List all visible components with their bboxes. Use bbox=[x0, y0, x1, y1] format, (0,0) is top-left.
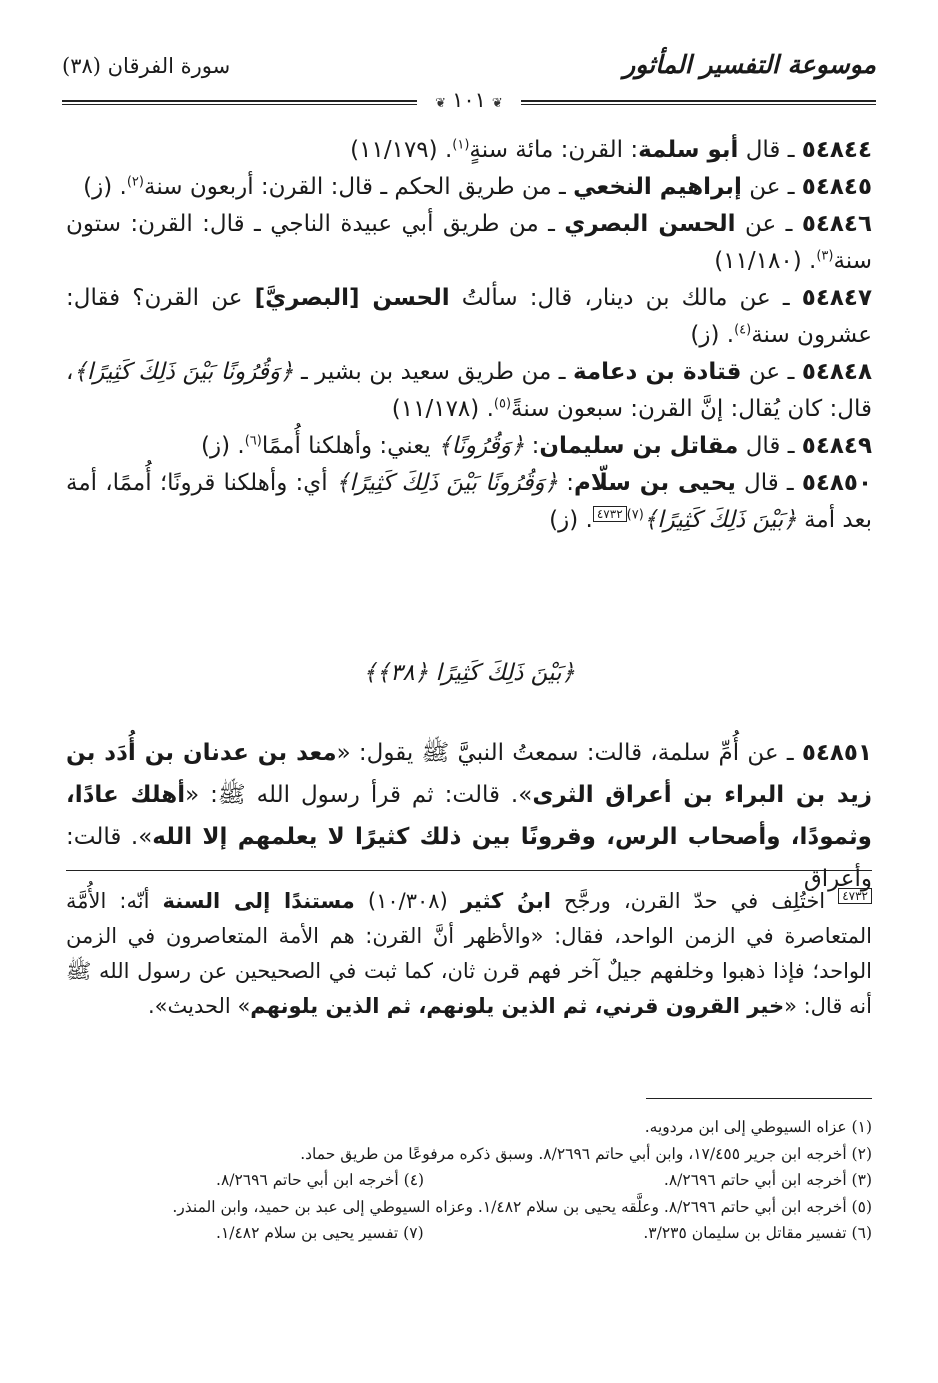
footnote-7: (٧) تفسير يحيى بن سلام ١/٤٨٢. bbox=[216, 1224, 424, 1242]
entry-number: ٥٤٨٥٠ bbox=[801, 470, 873, 496]
entry-number: ٥٤٨٤٥ bbox=[801, 174, 872, 200]
hadith-text: أهلك عادًا، وثمودًا، وأصحاب الرس، وقرونًا بين ذلك كثيرًا لا يعلمهم إلا الله bbox=[66, 782, 872, 850]
entry-number: ٥٤٨٤٩ bbox=[801, 433, 872, 459]
entry-number: ٥٤٨٤٦ bbox=[801, 211, 873, 237]
narrator-name: إبراهيم النخعي bbox=[573, 174, 742, 200]
ornament-icon: ❦ bbox=[435, 96, 447, 111]
footnote-2: (٢) أخرجه ابن جرير ١٧/٤٥٥، وابن أبي حاتم ٨/٢٦٩٦. وسبق ذكره مرفوعًا من طريق حماد. bbox=[300, 1144, 872, 1163]
quran-quote: ﴿وَقُرُونًا بَيْنَ ذَلِكَ كَثِيرًا﴾ bbox=[73, 359, 294, 385]
footnote-ref[interactable]: (٢) bbox=[126, 174, 144, 190]
footnote-ref[interactable]: (٣) bbox=[816, 248, 834, 264]
footnote-5: (٥) أخرجه ابن أبي حاتم ٨/٢٦٩٦. وعلَّقه يحيى بن سلام ١/٤٨٢. وعزاه السيوطي إلى عبد بن حميد، وابن المنذر. bbox=[172, 1197, 872, 1216]
narrator-name: الحسن [البصريَّ] bbox=[254, 285, 450, 311]
footnote-6: (٦) تفسير مقاتل بن سليمان ٣/٢٣٥. bbox=[643, 1224, 872, 1242]
footnote-1: (١) عزاه السيوطي إلى ابن مردويه. bbox=[644, 1118, 872, 1136]
hadith-text: معد بن عدنان بن أُدَد بن زيد بن البراء بن أعراق الثرى bbox=[66, 740, 872, 808]
narrator-name: يحيى بن سلّام bbox=[573, 470, 736, 496]
ornament-icon: ❦ bbox=[491, 96, 503, 111]
entry-54850: ٥٤٨٥٠ ـ قال يحيى بن سلّام: ﴿وَقُرُونًا بَيْنَ ذَلِكَ كَثِيرًا﴾ أي: وأهلكنا قرونًا؛ أُممًا، أمة بعد أمة ﴿بَيْنَ ذَلِكَ كَثِيرًا﴾$^{(٧)}$٤٧٣٢. (ز) bbox=[66, 470, 873, 533]
entry-54845: ٥٤٨٤٥ ـ عن إبراهيم النخعي ـ من طريق الحكم ـ قال: القرن: أربعون سنة$^{(٢)}$. (ز) bbox=[83, 174, 872, 200]
scholar-name: ابنُ كثير bbox=[460, 889, 551, 913]
footnote-ref[interactable]: (٥) bbox=[493, 396, 512, 412]
narrator-name: مقاتل بن سليمان bbox=[539, 433, 739, 459]
footnote-ref[interactable]: (١) bbox=[452, 137, 470, 153]
narrator-name: قتادة بن دعامة bbox=[572, 359, 742, 385]
entry-54844: ٥٤٨٤٤ ـ قال أبو سلمة: القرن: مائة سنةٍ$^{(١)}$. (١١/١٧٩) bbox=[350, 137, 872, 163]
entry-number: ٥٤٨٤٧ bbox=[801, 285, 872, 311]
hadith-text: خير القرون قرني، ثم الذين يلونهم، ثم الذين يلونهم bbox=[250, 994, 785, 1018]
footnote-ref[interactable]: (٤) bbox=[734, 322, 752, 338]
verse-heading: ﴿بَيْنَ ذَلِكَ كَثِيرًا ﴿٣٨﴾﴾ bbox=[363, 660, 575, 686]
entry-54847: ٥٤٨٤٧ ـ عن مالك بن دينار، قال: سألتُ الحسن [البصريَّ] عن القرن؟ فقال: عشرون سنة$^{(٤)}$. (ز) bbox=[66, 285, 872, 348]
quran-quote: ﴿وَقُرُونًا بَيْنَ ذَلِكَ كَثِيرًا﴾ bbox=[335, 470, 559, 496]
footnote-3: (٣) أخرجه ابن أبي حاتم ٨/٢٦٩٦. bbox=[663, 1171, 872, 1189]
entry-number: ٥٤٨٤٤ bbox=[801, 137, 872, 163]
entry-54846: ٥٤٨٤٦ ـ عن الحسن البصري ـ من طريق أبي عبيدة الناجي ـ قال: القرن: ستون سنة$^{(٣)}$. (١١/١٨٠) bbox=[66, 211, 873, 274]
commentary-number-box: ٤٧٣٢ bbox=[838, 888, 872, 904]
divider-rule bbox=[66, 870, 872, 871]
entry-number: ٥٤٨٥١ bbox=[801, 740, 873, 766]
quran-quote: ﴿بَيْنَ ذَلِكَ كَثِيرًا﴾ bbox=[643, 507, 797, 533]
entry-number: ٥٤٨٤٨ bbox=[801, 359, 873, 385]
entry-54851: ٥٤٨٥١ ـ عن أُمِّ سلمة، قالت: سمعتُ النبيَّ ﷺ يقول: «معد بن عدنان بن أُدَد بن زيد بن البراء بن أعراق الثرى». قالت: ثم قرأ رسول الله ﷺ: «أهلك عادًا، وثمودًا، وأصحاب الرس، وقرونًا بين ذلك كثيرًا لا يعلمهم إلا الله». قالت: وأعراق bbox=[66, 740, 873, 892]
entry-54849: ٥٤٨٤٩ ـ قال مقاتل بن سليمان: ﴿وَقُرُونًا﴾ يعني: وأهلكنا أُممًا$^{(٦)}$. (ز) bbox=[201, 433, 872, 459]
surah-title: سورة الفرقان (٣٨) bbox=[62, 54, 231, 78]
footnote-rule bbox=[646, 1098, 872, 1099]
footnote-ref[interactable]: (٦) bbox=[244, 433, 262, 449]
commentary-ref-box[interactable]: ٤٧٣٢ bbox=[593, 506, 627, 522]
footnotes bbox=[66, 1114, 872, 1247]
entries-block bbox=[66, 132, 872, 539]
book-title: موسوعة التفسير المأثور bbox=[623, 50, 876, 79]
commentary-note: ٤٧٣٢ اختُلِف في حدّ القرن، ورجَّح ابنُ كثير (١٠/٣٠٨) مستندًا إلى السنة أنّه: الأُمَّة المتعاصرة في الزمن الواحد، فقال: «والأظهر أنَّ القرن: هم الأمة المتعاصرون في الزمن الواحد؛ فإذا ذهبوا وخلفهم جيلٌ آخر فهم قرن ثان، كما ثبت في الصحيحين عن رسول الله ﷺ أنه قال: «خير القرون قرني، ثم الذين يلونهم، ثم الذين يلونهم» الحديث». bbox=[66, 889, 872, 1018]
page-number: ١٠١ bbox=[452, 88, 486, 112]
entry-54848: ٥٤٨٤٨ ـ عن قتادة بن دعامة ـ من طريق سعيد بن بشير ـ ﴿وَقُرُونًا بَيْنَ ذَلِكَ كَثِيرًا﴾، قال: كان يُقال: إنَّ القرن: سبعون سنةً$^{(٥)}$. (١١/١٧٨) bbox=[66, 359, 873, 422]
footnote-4: (٤) أخرجه ابن أبي حاتم ٨/٢٦٩٦. bbox=[216, 1171, 425, 1189]
quran-quote: ﴿وَقُرُونًا﴾ bbox=[438, 433, 525, 459]
narrator-name: أبو سلمة bbox=[638, 137, 739, 163]
narrator-name: الحسن البصري bbox=[564, 211, 736, 237]
page-number-box bbox=[417, 88, 521, 112]
footnote-ref[interactable]: (٧) bbox=[626, 507, 644, 523]
